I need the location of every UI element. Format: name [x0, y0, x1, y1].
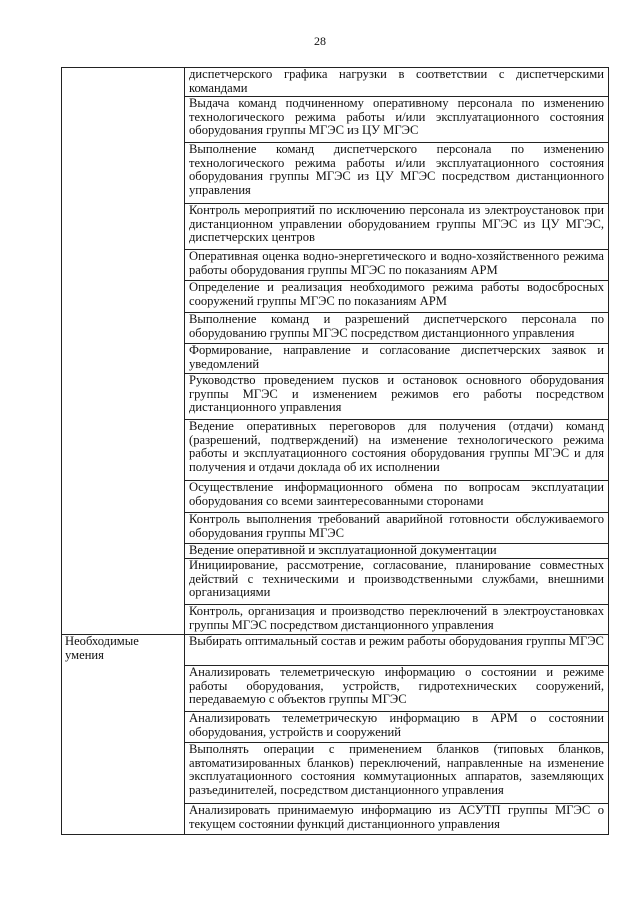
- row-text: Руководство проведением пусков и остановок основного оборудования группы МГЭС и изменением режимов его работы посредством дистанционного управления: [185, 374, 609, 420]
- row-text: Инициирование, рассмотрение, согласование, планирование совместных действий с техническими и производственными службами, внешними организациями: [185, 559, 609, 605]
- row-text: Контроль, организация и производство переключений в электроустановках группы МГЭС посредством дистанционного управления: [185, 605, 609, 635]
- row-text: Анализировать телеметрическую информацию о состоянии и режиме работы оборудования, устройств, гидротехнических сооружений, передаваемую с объектов группы МГЭС: [185, 666, 609, 712]
- row-text: Оперативная оценка водно-энергетического и водно-хозяйственного режима работы оборудования группы МГЭС по показаниям АРМ: [185, 250, 609, 281]
- row-text: Выдача команд подчиненному оперативному персонала по изменению технологического режима работы и/или эксплуатационного состояния оборудования группы МГЭС из ЦУ МГЭС: [185, 97, 609, 143]
- row-text: Выбирать оптимальный состав и режим работы оборудования группы МГЭС: [185, 635, 609, 666]
- table-row: [62, 68, 609, 97]
- row-text: Ведение оперативных переговоров для получения (отдачи) команд (разрешений, подтверждений) на изменение технологического режима работы и эксплуатационного состояния оборудования группы МГЭС и для получения и отдачи доклада об их исполнении: [185, 420, 609, 481]
- row-text: Выполнение команд и разрешений диспетчерского персонала по оборудованию группы МГЭС посредством дистанционного управления: [185, 313, 609, 344]
- page-number: 28: [314, 34, 326, 48]
- row-text: Контроль выполнения требований аварийной готовности обслуживаемого оборудования группы МГЭС: [185, 513, 609, 544]
- row-text: Ведение оперативной и эксплуатационной документации: [185, 544, 609, 559]
- row-text: Контроль мероприятий по исключению персонала из электроустановок при дистанционном управлении оборудованием группы МГЭС из ЦУ МГЭС, диспетчерских центров: [185, 204, 609, 250]
- section-label-skills: Необходимые умения: [62, 635, 185, 835]
- row-text: Формирование, направление и согласование диспетчерских заявок и уведомлений: [185, 344, 609, 374]
- row-text: Анализировать телеметрическую информацию в АРМ о состоянии оборудования, устройств и сооружений: [185, 712, 609, 743]
- row-text: Осуществление информационного обмена по вопросам эксплуатации оборудования со всеми заинтересованными сторонами: [185, 481, 609, 513]
- row-text: Выполнение команд диспетчерского персонала по изменению технологического режима работы и/или эксплуатационного состояния оборудования группы МГЭС из ЦУ МГЭС посредством дистанционного управления: [185, 143, 609, 204]
- row-label-cell: [62, 68, 185, 635]
- row-text: диспетчерского графика нагрузки в соответствии с диспетчерскими командами: [185, 68, 609, 97]
- row-text: Выполнять операции с применением бланков (типовых бланков, автоматизированных бланков) переключений, направленные на изменение эксплуатационного состояния коммутационных аппаратов, заземляющих разъединителей, посредством дистанционного управления: [185, 743, 609, 804]
- table-row: [62, 635, 609, 666]
- competency-table: [61, 67, 609, 835]
- row-text: Анализировать принимаемую информацию из АСУТП группы МГЭС о текущем состоянии функций дистанционного управления: [185, 804, 609, 835]
- row-text: Определение и реализация необходимого режима работы водосбросных сооружений группы МГЭС по показаниям АРМ: [185, 281, 609, 313]
